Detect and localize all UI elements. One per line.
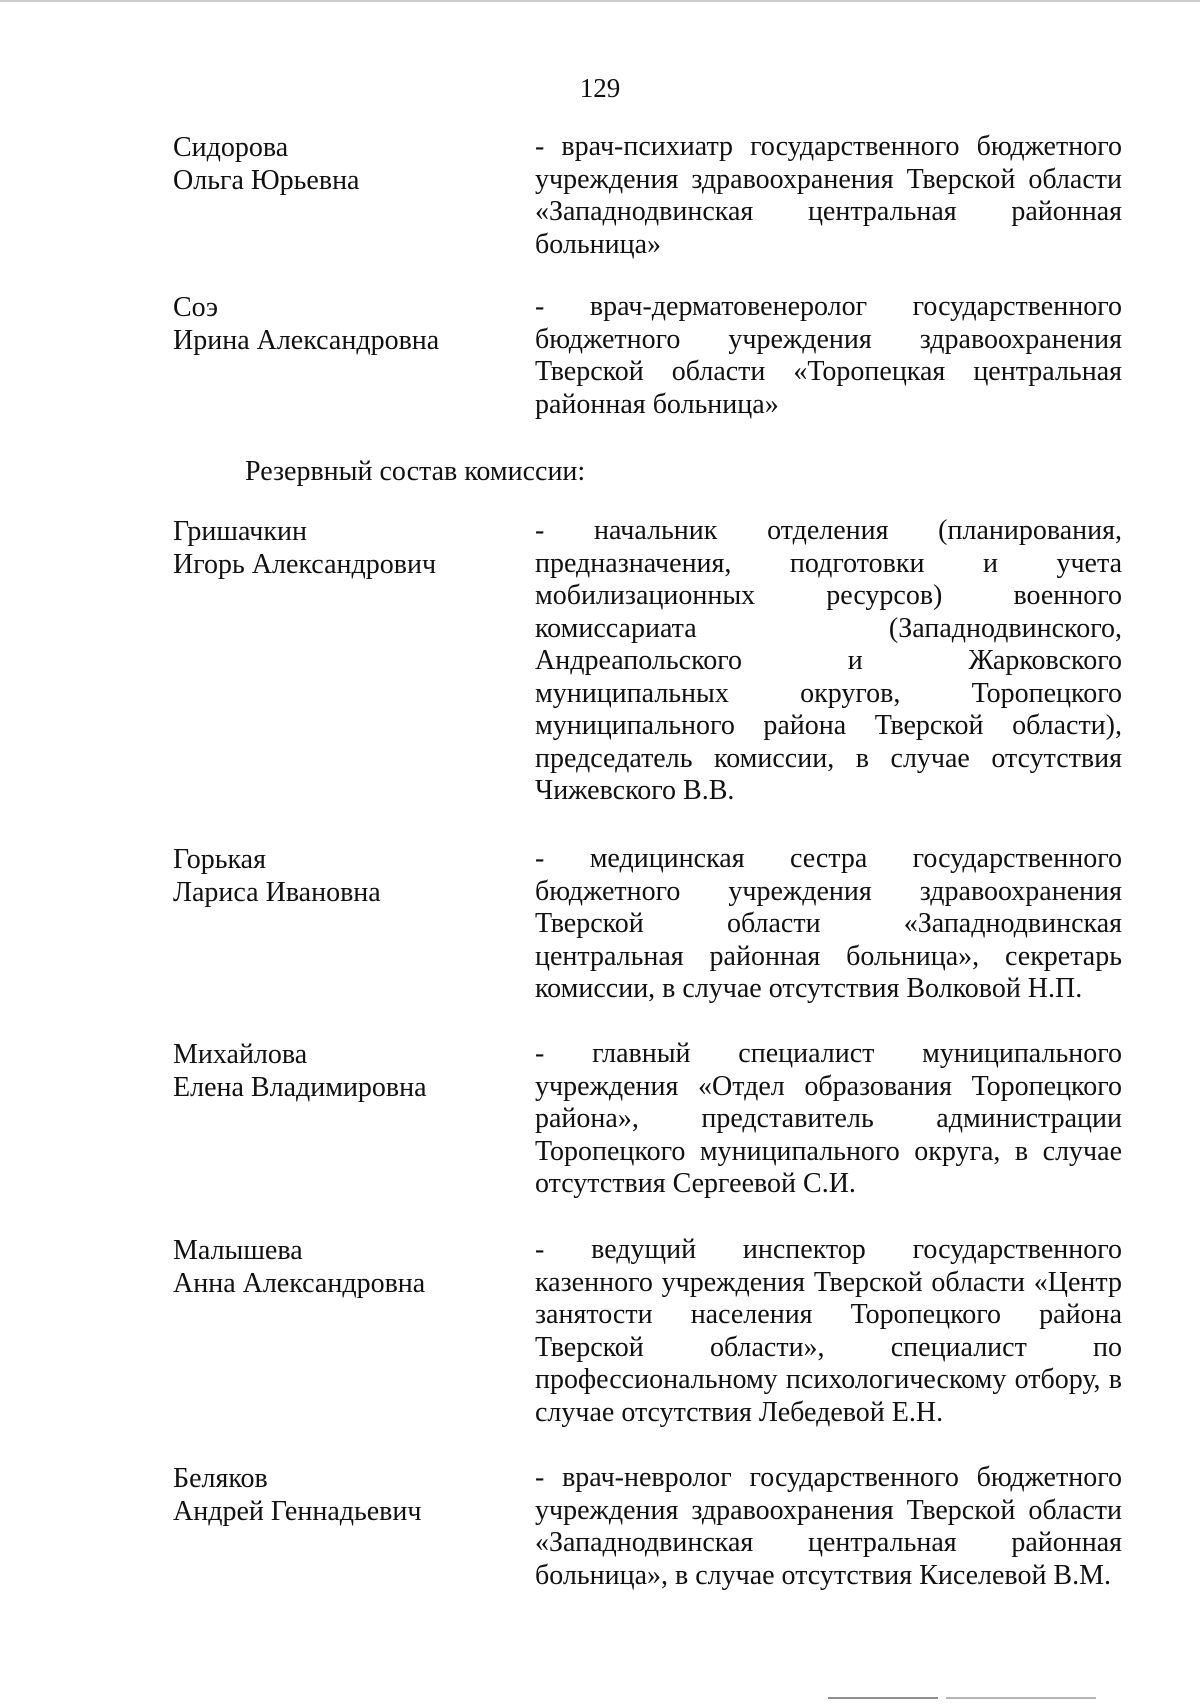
member-role: - врач-психиатр государственного бюджетного учреждения здравоохранения Тверской области «Западнодвинская центральная районная больница»: [535, 131, 1122, 260]
reserve-section-heading: Резервный состав комиссии:: [245, 456, 586, 487]
member-given-names: Елена Владимировна: [173, 1072, 427, 1103]
member-given-names: Лариса Ивановна: [173, 877, 381, 908]
scan-edge-top: [0, 0, 1200, 2]
member-name: [173, 1462, 503, 1528]
member-given-names: Андрей Геннадьевич: [173, 1496, 422, 1527]
member-role: - главный специалист муниципального учреждения «Отдел образования Торопецкого района», представитель администрации Торопецкого муниципального округа, в случае отсутствия Сергеевой С.И.: [535, 1038, 1122, 1199]
member-surname: Малышева: [173, 1235, 303, 1266]
member-surname: Гришачкин: [173, 516, 307, 547]
member-role: - ведущий инспектор государственного казенного учреждения Тверской области «Центр занятости населения Торопецкого района Тверской области», специалист по профессиональному психологическому отбору, в случае отсутствия Лебедевой Е.Н.: [535, 1234, 1122, 1428]
scan-edge-bottom: [828, 1697, 938, 1699]
member-role: - медицинская сестра государственного бюджетного учреждения здравоохранения Тверской области «Западнодвинская центральная районная больница», секретарь комиссии, в случае отсутствия Волковой Н.П.: [535, 843, 1122, 1004]
member-surname: Сидорова: [173, 132, 289, 163]
member-surname: Беляков: [173, 1463, 268, 1494]
page-number: 129: [579, 73, 621, 103]
scan-edge-bottom: [946, 1697, 1096, 1699]
member-role: - врач-дерматовенеролог государственного бюджетного учреждения здравоохранения Тверской области «Торопецкая центральная районная больница»: [535, 291, 1122, 420]
member-name: [173, 131, 503, 197]
member-name: [173, 515, 503, 581]
member-name: [173, 843, 503, 909]
member-surname: Горькая: [173, 844, 266, 875]
member-surname: Михайлова: [173, 1039, 308, 1070]
member-given-names: Ольга Юрьевна: [173, 165, 360, 196]
member-name: [173, 1234, 503, 1300]
member-given-names: Анна Александровна: [173, 1268, 426, 1299]
member-name: [173, 1038, 503, 1104]
member-given-names: Ирина Александровна: [173, 325, 440, 356]
member-name: [173, 291, 503, 357]
member-role: - начальник отделения (планирования, предназначения, подготовки и учета мобилизационных ресурсов) военного комиссариата (Западнодвинского, Андреапольского и Жарковского муниципальных округов, Торопецкого муниципального района Тверской области), председатель комиссии, в случае отсутствия Чижевского В.В.: [535, 515, 1122, 806]
member-surname: Соэ: [173, 292, 219, 323]
member-role: - врач-невролог государственного бюджетного учреждения здравоохранения Тверской области «Западнодвинская центральная районная больница», в случае отсутствия Киселевой В.М.: [535, 1462, 1122, 1591]
member-given-names: Игорь Александрович: [173, 549, 437, 580]
